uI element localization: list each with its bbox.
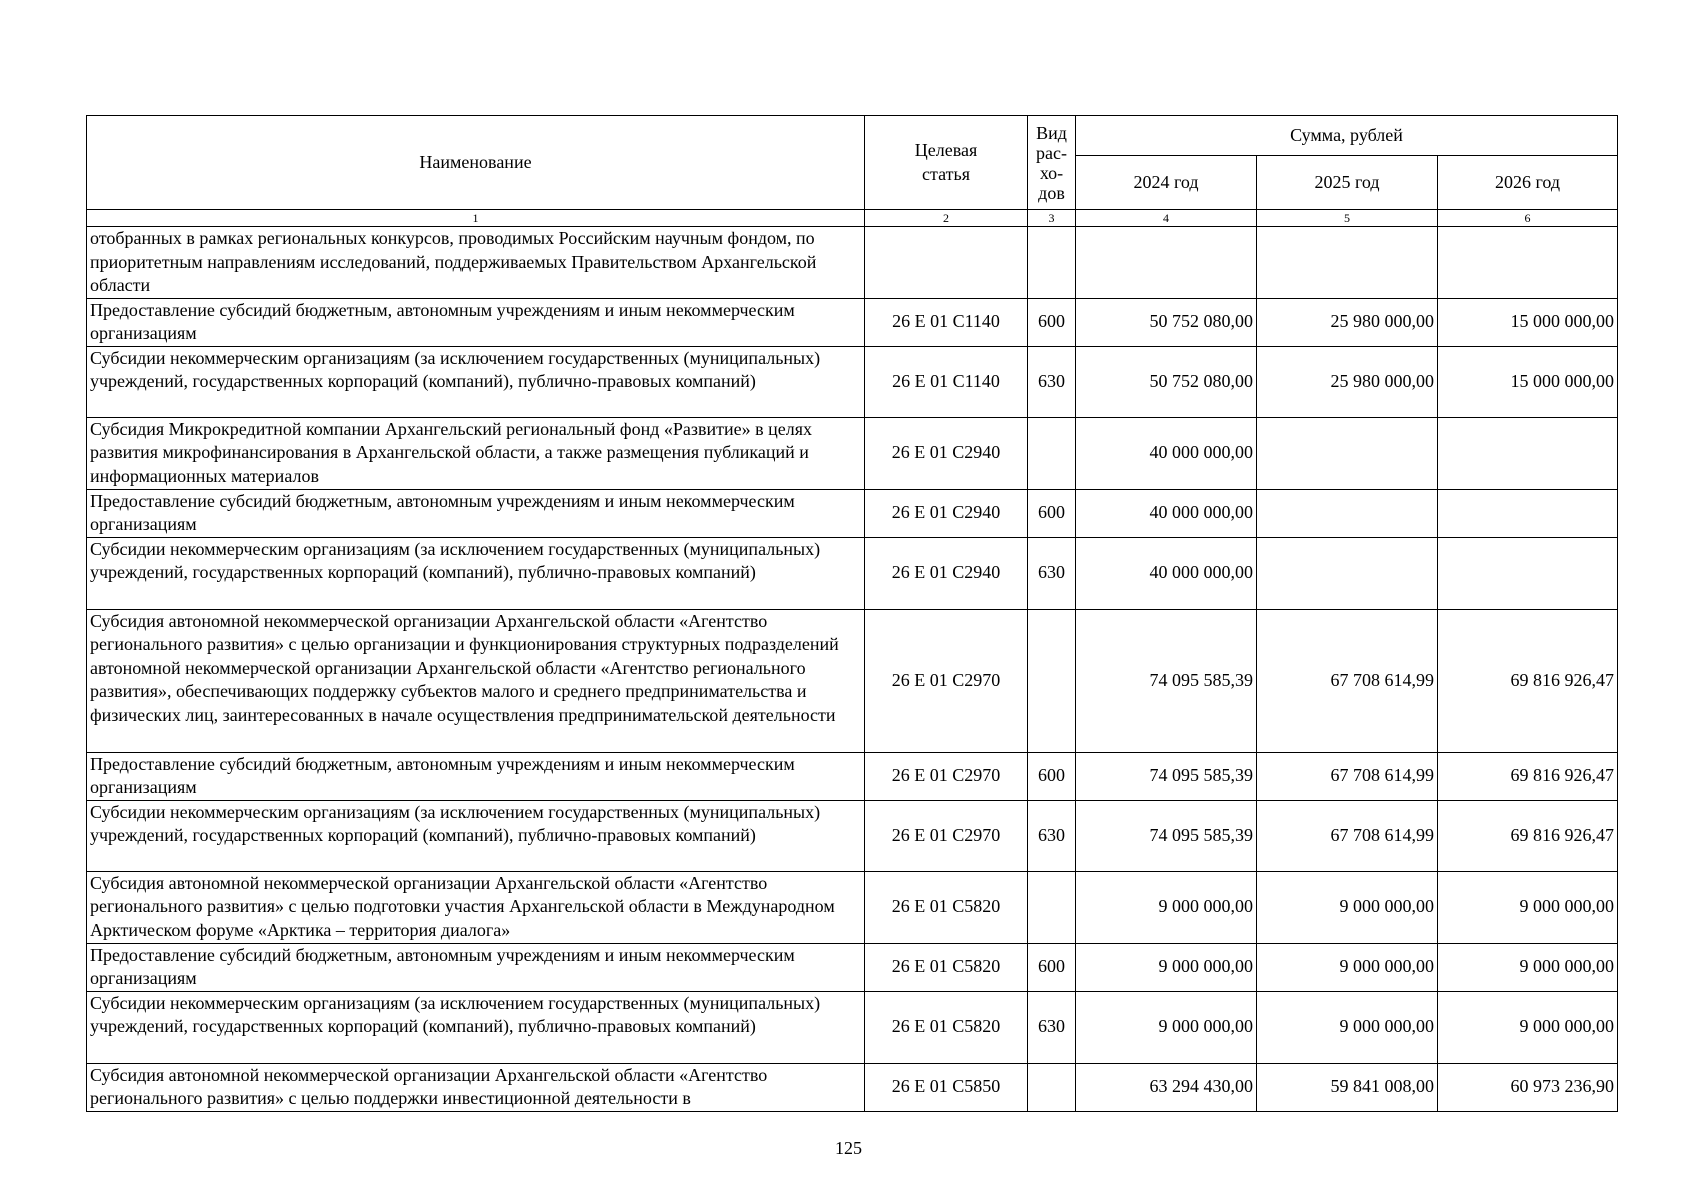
row-name: Субсидии некоммерческим организациям (за исключением государственных (муниципальных) учреждений, государственных корпораций (компаний), публично-правовых компаний) [87,537,865,609]
row-name: Субсидии некоммерческим организациям (за исключением государственных (муниципальных) учреждений, государственных корпораций (компаний), публично-правовых компаний) [87,800,865,871]
row-kind [1028,871,1076,943]
row-kind: 600 [1028,298,1076,346]
row-name: Предоставление субсидий бюджетным, автономным учреждениям и иным некоммерческим организациям [87,752,865,800]
row-kind [1028,609,1076,752]
row-amount-2024: 40 000 000,00 [1076,537,1257,609]
row-amount-2025: 67 708 614,99 [1257,800,1438,871]
column-number: 1 [87,210,865,227]
column-number: 4 [1076,210,1257,227]
table-row [87,1063,1618,1111]
row-name: Субсидии некоммерческим организациям (за исключением государственных (муниципальных) учреждений, государственных корпораций (компаний), публично-правовых компаний) [87,346,865,417]
row-amount-2025: 9 000 000,00 [1257,871,1438,943]
row-name: Предоставление субсидий бюджетным, автономным учреждениям и иным некоммерческим организациям [87,489,865,537]
row-name: Субсидия Микрокредитной компании Архангельский региональный фонд «Развитие» в целях развития микрофинансирования в Архангельской области, а также размещения публикаций и информационных материалов [87,417,865,489]
header-expense-type-line: дов [1038,182,1065,203]
table-row [87,298,1618,346]
row-amount-2025: 9 000 000,00 [1257,943,1438,991]
row-amount-2026: 69 816 926,47 [1438,609,1618,752]
row-amount-2024: 74 095 585,39 [1076,609,1257,752]
row-amount-2024: 9 000 000,00 [1076,991,1257,1063]
column-number: 5 [1257,210,1438,227]
row-amount-2025: 25 980 000,00 [1257,298,1438,346]
row-amount-2025: 59 841 008,00 [1257,1063,1438,1111]
row-name: Предоставление субсидий бюджетным, автономным учреждениям и иным некоммерческим организациям [87,943,865,991]
header-expense-type [1028,116,1076,210]
row-amount-2024: 74 095 585,39 [1076,752,1257,800]
table-row [87,800,1618,871]
header-year-2025: 2025 год [1257,156,1438,210]
row-kind [1028,1063,1076,1111]
row-amount-2024: 50 752 080,00 [1076,298,1257,346]
column-number: 6 [1438,210,1618,227]
column-number: 2 [865,210,1028,227]
row-name: Субсидия автономной некоммерческой организации Архангельской области «Агентство регионального развития» с целью поддержки инвестиционной деятельности в [87,1063,865,1111]
header-name: Наименование [87,116,865,210]
row-amount-2025 [1257,417,1438,489]
row-kind: 630 [1028,346,1076,417]
row-amount-2024: 40 000 000,00 [1076,417,1257,489]
table-row [87,991,1618,1063]
row-code: 26 Е 01 С2940 [865,537,1028,609]
row-code: 26 Е 01 С5820 [865,871,1028,943]
row-amount-2024: 9 000 000,00 [1076,943,1257,991]
row-amount-2025 [1257,489,1438,537]
page-number: 125 [835,1138,862,1158]
row-kind [1028,417,1076,489]
row-amount-2026: 69 816 926,47 [1438,752,1618,800]
row-amount-2024 [1076,227,1257,299]
row-amount-2025: 67 708 614,99 [1257,752,1438,800]
column-numbers-row [87,210,1618,227]
row-code: 26 Е 01 С2970 [865,752,1028,800]
table-row [87,227,1618,299]
table-row [87,346,1618,417]
row-amount-2024: 40 000 000,00 [1076,489,1257,537]
row-amount-2026 [1438,537,1618,609]
row-amount-2025 [1257,227,1438,299]
row-amount-2026: 15 000 000,00 [1438,298,1618,346]
row-kind: 630 [1028,537,1076,609]
header-sum: Сумма, рублей [1076,116,1618,156]
table-row [87,752,1618,800]
row-code: 26 Е 01 С1140 [865,298,1028,346]
row-amount-2024: 63 294 430,00 [1076,1063,1257,1111]
row-kind: 600 [1028,489,1076,537]
row-name: Субсидии некоммерческим организациям (за исключением государственных (муниципальных) учреждений, государственных корпораций (компаний), публично-правовых компаний) [87,991,865,1063]
header-row-top [87,116,1618,156]
row-amount-2026: 60 973 236,90 [1438,1063,1618,1111]
row-code: 26 Е 01 С2970 [865,800,1028,871]
row-amount-2026 [1438,227,1618,299]
row-name: Предоставление субсидий бюджетным, автономным учреждениям и иным некоммерческим организациям [87,298,865,346]
header-expense-type-line: хо- [1039,162,1064,183]
row-amount-2025: 9 000 000,00 [1257,991,1438,1063]
header-expense-type-line: рас- [1036,142,1067,163]
table-row [87,871,1618,943]
row-amount-2024: 74 095 585,39 [1076,800,1257,871]
header-year-2024: 2024 год [1076,156,1257,210]
header-target-article [865,116,1028,210]
row-amount-2025 [1257,537,1438,609]
row-amount-2025: 25 980 000,00 [1257,346,1438,417]
row-kind: 600 [1028,752,1076,800]
table-row [87,537,1618,609]
row-code: 26 Е 01 С2940 [865,489,1028,537]
row-amount-2026: 69 816 926,47 [1438,800,1618,871]
row-kind: 630 [1028,800,1076,871]
table-row [87,417,1618,489]
row-name: отобранных в рамках региональных конкурсов, проводимых Российским научным фондом, по приоритетным направлениям исследований, поддерживаемых Правительством Архангельской области [87,227,865,299]
row-code: 26 Е 01 С1140 [865,346,1028,417]
row-code: 26 Е 01 С5850 [865,1063,1028,1111]
row-amount-2024: 50 752 080,00 [1076,346,1257,417]
row-amount-2026: 9 000 000,00 [1438,943,1618,991]
row-amount-2024: 9 000 000,00 [1076,871,1257,943]
row-code: 26 Е 01 С5820 [865,991,1028,1063]
row-amount-2026 [1438,417,1618,489]
table-row [87,943,1618,991]
row-kind [1028,227,1076,299]
row-amount-2026: 9 000 000,00 [1438,871,1618,943]
row-kind: 630 [1028,991,1076,1063]
row-amount-2025: 67 708 614,99 [1257,609,1438,752]
column-number: 3 [1028,210,1076,227]
header-expense-type-line: Вид [1036,122,1067,143]
header-target-article-line2: статья [922,163,970,184]
row-amount-2026 [1438,489,1618,537]
row-code [865,227,1028,299]
row-code: 26 Е 01 С2970 [865,609,1028,752]
row-name: Субсидия автономной некоммерческой организации Архангельской области «Агентство регионального развития» с целью подготовки участия Архангельской области в Международном Арктическом форуме «Арктика – территория диалога» [87,871,865,943]
row-code: 26 Е 01 С5820 [865,943,1028,991]
row-kind: 600 [1028,943,1076,991]
header-target-article-line1: Целевая [914,140,978,160]
row-name: Субсидия автономной некоммерческой организации Архангельской области «Агентство регионального развития» с целью организации и функционирования структурных подразделений автономной некоммерческой организации Архангельской области «Агентство регионального развития», обеспечивающих поддержку субъектов малого и среднего предпринимательства и физических лиц, заинтересованных в начале осуществления предпринимательской деятельности [87,609,865,752]
row-amount-2026: 9 000 000,00 [1438,991,1618,1063]
table-row [87,609,1618,752]
header-year-2026: 2026 год [1438,156,1618,210]
row-code: 26 Е 01 С2940 [865,417,1028,489]
table-row [87,489,1618,537]
budget-table [86,115,1618,1112]
row-amount-2026: 15 000 000,00 [1438,346,1618,417]
